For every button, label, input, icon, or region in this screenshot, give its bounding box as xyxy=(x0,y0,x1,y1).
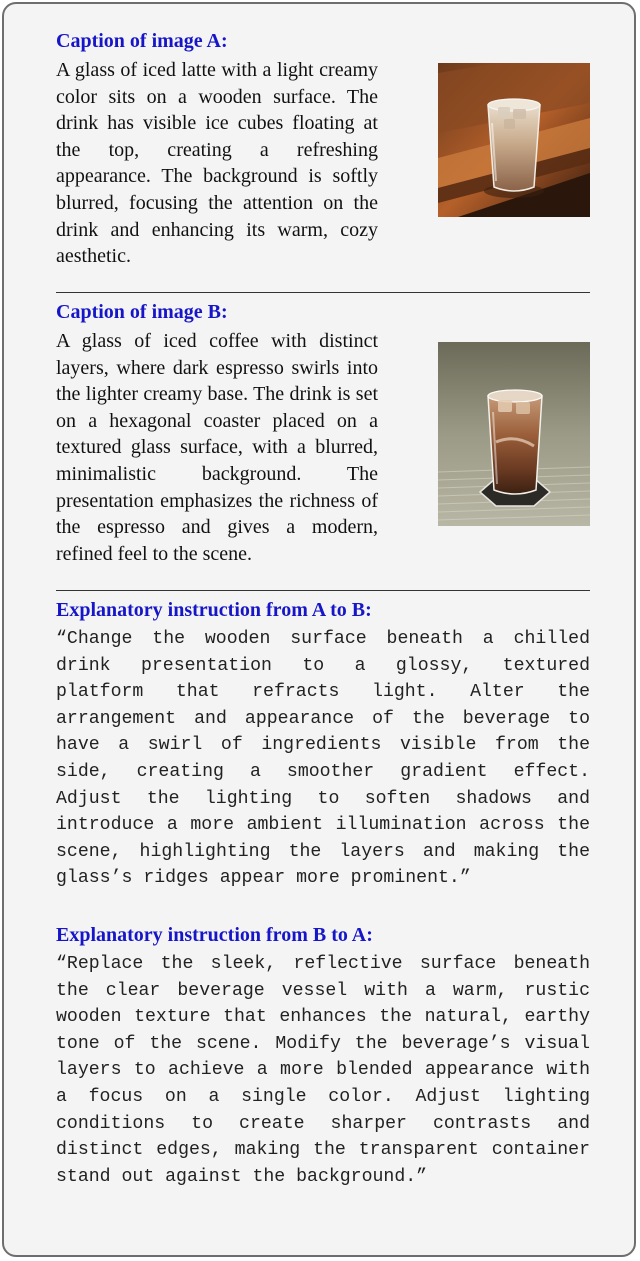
caption-b-text: A glass of iced coffee with distinct layers, where dark espresso swirls into the lighter creamy base. The drink is set on a hexagonal coaster placed on a textured glass surface, with a blurred, minimalistic background. The presentation emphasizes the richness of the espresso and gives a modern, refined feel to the scene. xyxy=(56,330,378,565)
caption-b-section xyxy=(56,300,590,567)
caption-a-heading: Caption of image A: xyxy=(56,30,228,52)
instruction-a-to-b-text: “Change the wooden surface beneath a chilled drink presentation to a glossy, textured platform that refracts light. Alter the arrangement and appearance of the beverage to have a swirl of ingredients visible from the side, creating a smoother gradient effect. Adjust the lighting to soften shadows and introduce a more ambient illumination across the scene, highlighting the layers and making the glass’s ridges appear more prominent.” xyxy=(56,629,590,889)
divider-2 xyxy=(56,590,590,591)
image-a-iced-latte xyxy=(438,63,590,217)
instruction-b-to-a-text: “Replace the sleek, reflective surface beneath the clear beverage vessel with a warm, rustic wooden texture that enhances the natural, earthy tone of the scene. Modify the beverage’s visual layers to achieve a more blended appearance with a focus on a single color. Adjust lighting conditions to create sharper contrasts and distinct edges, making the transparent container stand out against the background.” xyxy=(56,954,590,1187)
instruction-b-to-a-heading: Explanatory instruction from B to A: xyxy=(56,924,373,946)
caption-a-section xyxy=(56,29,590,270)
divider-1 xyxy=(56,292,590,293)
image-b-layered-iced-coffee xyxy=(438,342,590,526)
instruction-b-to-a-section xyxy=(56,923,590,1190)
instruction-a-to-b-section xyxy=(56,598,590,892)
caption-b-heading: Caption of image B: xyxy=(56,301,228,323)
caption-a-text: A glass of iced latte with a light creamy color sits on a wooden surface. The drink has visible ice cubes floating at the top, creating a refreshing appearance. The background is softly blurred, focusing the attention on the drink and enhancing its warm, cozy aesthetic. xyxy=(56,59,378,268)
instruction-a-to-b-heading: Explanatory instruction from A to B: xyxy=(56,599,372,621)
